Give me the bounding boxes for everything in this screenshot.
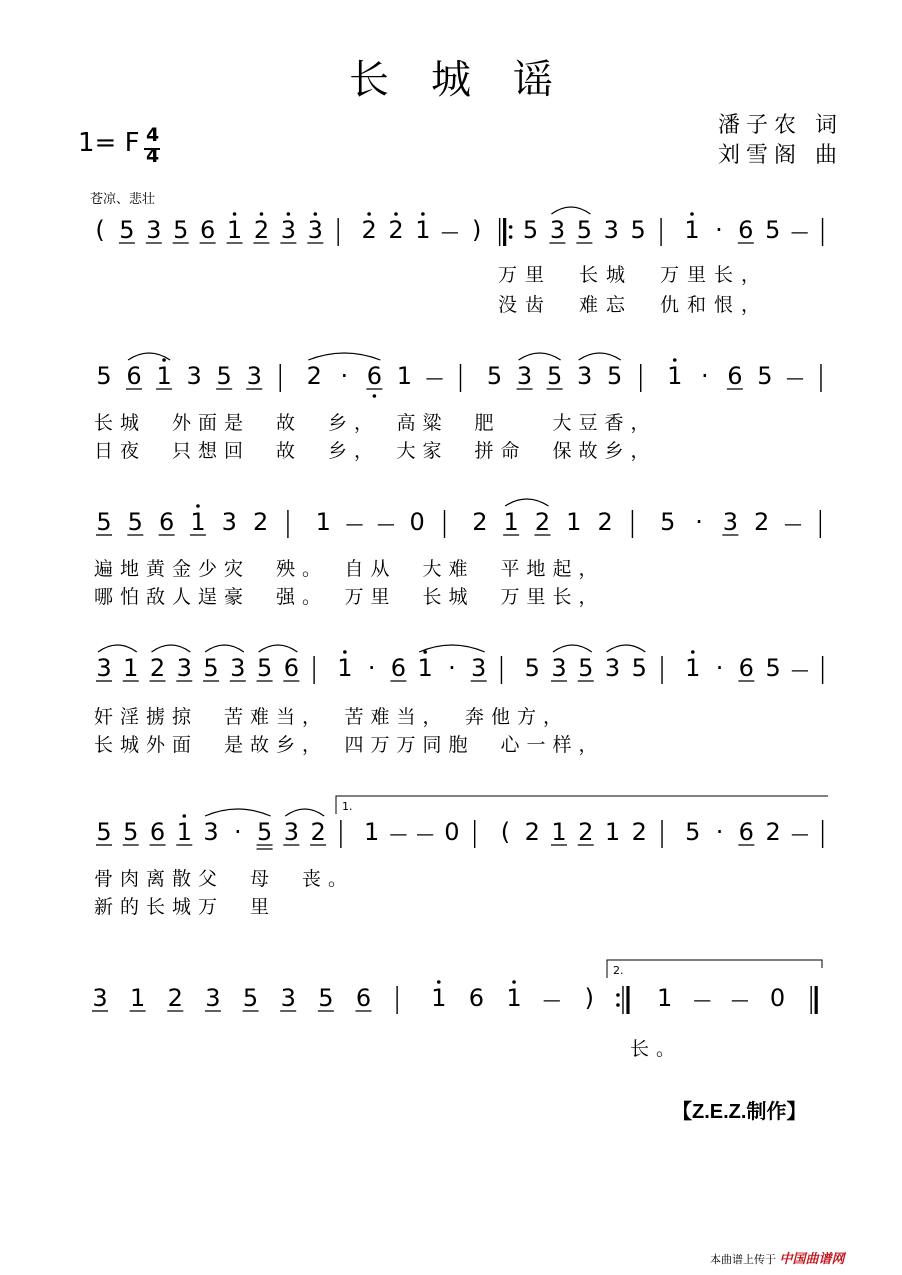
dash-extension: —	[730, 990, 749, 1011]
lyric-line: 奸淫掳掠 苦难当， 苦难当， 奔他方，	[94, 706, 570, 728]
dash-extension: —	[790, 824, 809, 845]
dash-extension: —	[425, 368, 444, 389]
site-logo[interactable]: 中国曲谱网	[779, 1252, 845, 1267]
octave-up-dot	[690, 212, 694, 216]
slur	[259, 645, 298, 652]
octave-up-dot	[512, 980, 516, 984]
note-(: (	[95, 216, 105, 244]
note-1: 1	[656, 984, 673, 1012]
octave-up-dot	[367, 212, 371, 216]
note-2: 2	[253, 216, 270, 244]
octave-up-dot	[691, 650, 695, 654]
octave-up-dot	[394, 212, 398, 216]
note-2: 2	[472, 508, 488, 536]
note-2: 2	[361, 216, 377, 244]
note-1: 1	[363, 818, 380, 846]
octave-up-dot	[287, 212, 291, 216]
dot-extension: ·	[340, 362, 349, 390]
note-2: 2	[167, 984, 183, 1012]
footer-text: 本曲谱上传于	[710, 1253, 776, 1266]
note-1: 1	[123, 654, 139, 682]
slur	[152, 645, 191, 652]
dot-extension: ·	[715, 654, 724, 682]
note-6: 6	[727, 362, 743, 390]
note-5: 5	[578, 654, 594, 682]
lyric-line: 遍地黄金少灾 殃。 自从 大难 平地起，	[94, 558, 605, 580]
note-1: 1	[685, 654, 701, 682]
note-6: 6	[738, 216, 754, 244]
octave-up-dot	[196, 504, 200, 508]
note-2: 2	[534, 508, 551, 536]
note-5: 5	[96, 362, 112, 390]
note-1: 1	[503, 508, 519, 536]
volta-bracket	[336, 796, 828, 814]
note-3: 3	[186, 362, 202, 390]
octave-down-dot	[373, 394, 377, 398]
slur	[519, 353, 561, 360]
note-5: 5	[318, 984, 334, 1012]
note-5: 5	[216, 362, 232, 390]
note-5: 5	[546, 362, 563, 390]
dot-extension: ·	[367, 654, 376, 682]
note-1: 1	[566, 508, 582, 536]
note-5: 5	[256, 818, 273, 846]
slur	[579, 353, 621, 360]
dash-extension: —	[542, 990, 561, 1011]
note-2: 2	[524, 818, 540, 846]
note-2: 2	[578, 818, 594, 846]
dash-extension: —	[389, 824, 408, 845]
dot-extension: ·	[700, 362, 709, 390]
lyric-line: 骨肉离散父 母 丧。	[94, 868, 355, 890]
note-6: 6	[468, 984, 485, 1012]
dash-extension: —	[376, 514, 395, 535]
dash-extension: —	[790, 222, 809, 243]
note-3: 3	[283, 818, 299, 846]
octave-up-dot	[437, 980, 441, 984]
lyric-line: 日夜 只想回 故 乡， 大家 拼命 保故乡，	[94, 440, 657, 462]
note-(: (	[500, 818, 511, 846]
note-5: 5	[96, 818, 112, 846]
note-5: 5	[203, 654, 219, 682]
note-3: 3	[549, 216, 566, 244]
note-5: 5	[123, 818, 139, 846]
lyric-line: 没齿 难忘 仇和恨，	[498, 294, 769, 316]
dash-extension: —	[416, 824, 435, 845]
lyricist-credit: 潘子农 词	[718, 113, 843, 138]
dot-extension: ·	[233, 818, 242, 846]
key-signature: 1= F	[78, 128, 140, 158]
note-1: 1	[551, 818, 567, 846]
volta-number: 1.	[342, 800, 353, 813]
note-6: 6	[366, 362, 383, 390]
lyric-line: 长。	[630, 1038, 683, 1060]
note-5: 5	[119, 216, 135, 244]
note-3: 3	[516, 362, 533, 390]
song-title: 长城谣	[349, 57, 595, 103]
note-5: 5	[486, 362, 503, 390]
note-5: 5	[576, 216, 593, 244]
note-1: 1	[315, 508, 331, 536]
note-3: 3	[307, 216, 323, 244]
note-0: 0	[409, 508, 425, 536]
note-3: 3	[577, 362, 593, 390]
note-5: 5	[173, 216, 189, 244]
note-3: 3	[280, 984, 296, 1012]
note-2: 2	[149, 654, 166, 682]
tempo-marking: 苍凉、悲壮	[90, 192, 156, 207]
note-3: 3	[604, 654, 621, 682]
note-5: 5	[127, 508, 143, 536]
note-5: 5	[757, 362, 773, 390]
octave-up-dot	[182, 814, 186, 818]
note-1: 1	[337, 654, 353, 682]
volta-bracket	[607, 960, 822, 978]
dot-extension: ·	[715, 818, 724, 846]
note-3: 3	[203, 818, 219, 846]
dash-extension: —	[440, 222, 459, 243]
note-5: 5	[524, 654, 540, 682]
note-2: 2	[388, 216, 404, 244]
lyric-line: 长城外面 是故乡， 四万万同胞 心一样，	[94, 734, 605, 756]
note-6: 6	[738, 818, 754, 846]
dash-extension: —	[785, 368, 804, 389]
lyric-line: 万里 长城 万里长，	[498, 264, 769, 286]
dash-extension: —	[784, 514, 803, 535]
note-6: 6	[149, 818, 166, 846]
dot-extension: ·	[715, 216, 723, 244]
note-6: 6	[283, 654, 299, 682]
slur	[505, 499, 548, 506]
note-3: 3	[205, 984, 221, 1012]
note-3: 3	[551, 654, 567, 682]
slur	[553, 645, 592, 652]
octave-up-dot	[343, 650, 347, 654]
note-1: 1	[190, 508, 206, 536]
note-5: 5	[630, 216, 646, 244]
composer-credit: 刘雪阁 曲	[718, 143, 843, 168]
note-6: 6	[390, 654, 407, 682]
note-1: 1	[417, 654, 433, 682]
volta-number: 2.	[613, 964, 624, 977]
note-5: 5	[765, 654, 781, 682]
note-1: 1	[684, 216, 700, 244]
note-1: 1	[130, 984, 146, 1012]
note-5: 5	[660, 508, 676, 536]
note-1: 1	[667, 362, 683, 390]
note-6: 6	[199, 216, 216, 244]
note-2: 2	[765, 818, 781, 846]
dot-extension: ·	[695, 508, 703, 536]
note-2: 2	[306, 362, 322, 390]
note-5: 5	[607, 362, 623, 390]
dot-extension: ·	[448, 654, 456, 682]
dash-extension: —	[345, 514, 364, 535]
note-): )	[584, 984, 595, 1012]
octave-up-dot	[313, 212, 317, 216]
dash-extension: —	[693, 990, 712, 1011]
note-6: 6	[158, 508, 175, 536]
note-1: 1	[396, 362, 413, 390]
note-1: 1	[604, 818, 621, 846]
note-6: 6	[738, 654, 754, 682]
time-signature-bottom: 4	[146, 145, 160, 167]
note-5: 5	[685, 818, 701, 846]
note-1: 1	[431, 984, 447, 1012]
note-3: 3	[230, 654, 246, 682]
lyric-line: 新的长城万 里	[94, 896, 277, 918]
slur	[205, 645, 244, 652]
octave-up-dot	[162, 358, 166, 362]
note-3: 3	[280, 216, 297, 244]
note-1: 1	[506, 984, 522, 1012]
note-2: 2	[597, 508, 613, 536]
note-3: 3	[722, 508, 739, 536]
note-): )	[472, 216, 482, 244]
note-3: 3	[96, 654, 112, 682]
slur	[308, 353, 380, 360]
note-2: 2	[310, 818, 326, 846]
note-1: 1	[415, 216, 431, 244]
lyric-line: 长城 外面是 故 乡， 高粱 肥 大豆香，	[94, 412, 657, 434]
note-2: 2	[631, 818, 647, 846]
note-5: 5	[765, 216, 781, 244]
note-3: 3	[603, 216, 619, 244]
repeat-dot	[616, 1003, 620, 1007]
note-6: 6	[126, 362, 142, 390]
note-2: 2	[754, 508, 770, 536]
slur	[607, 645, 646, 652]
note-3: 3	[221, 508, 237, 536]
note-5: 5	[242, 984, 259, 1012]
slur	[551, 207, 590, 214]
slur	[419, 645, 485, 652]
dash-extension: —	[790, 660, 809, 681]
note-5: 5	[631, 654, 647, 682]
time-signature-top: 4	[146, 124, 160, 146]
note-3: 3	[92, 984, 108, 1012]
maker-brand: 【Z.E.Z.制作】	[672, 1101, 807, 1123]
octave-up-dot	[233, 212, 237, 216]
lyric-line: 哪怕敌人逞豪 强。 万里 长城 万里长，	[94, 586, 605, 608]
note-3: 3	[471, 654, 487, 682]
note-5: 5	[522, 216, 539, 244]
footer-upload-note	[710, 1248, 845, 1267]
note-5: 5	[96, 508, 112, 536]
note-6: 6	[355, 984, 372, 1012]
octave-up-dot	[421, 212, 425, 216]
note-1: 1	[156, 362, 172, 390]
slur	[285, 809, 324, 816]
note-2: 2	[252, 508, 269, 536]
repeat-dot	[509, 225, 513, 229]
note-1: 1	[226, 216, 243, 244]
note-0: 0	[444, 818, 460, 846]
octave-up-dot	[260, 212, 264, 216]
note-3: 3	[246, 362, 262, 390]
repeat-dot	[509, 235, 513, 239]
note-3: 3	[146, 216, 162, 244]
repeat-dot	[616, 993, 620, 997]
octave-up-dot	[673, 358, 677, 362]
note-1: 1	[176, 818, 192, 846]
slur	[205, 809, 271, 816]
note-5: 5	[256, 654, 273, 682]
note-3: 3	[176, 654, 192, 682]
note-0: 0	[769, 984, 786, 1012]
slur	[98, 645, 137, 652]
